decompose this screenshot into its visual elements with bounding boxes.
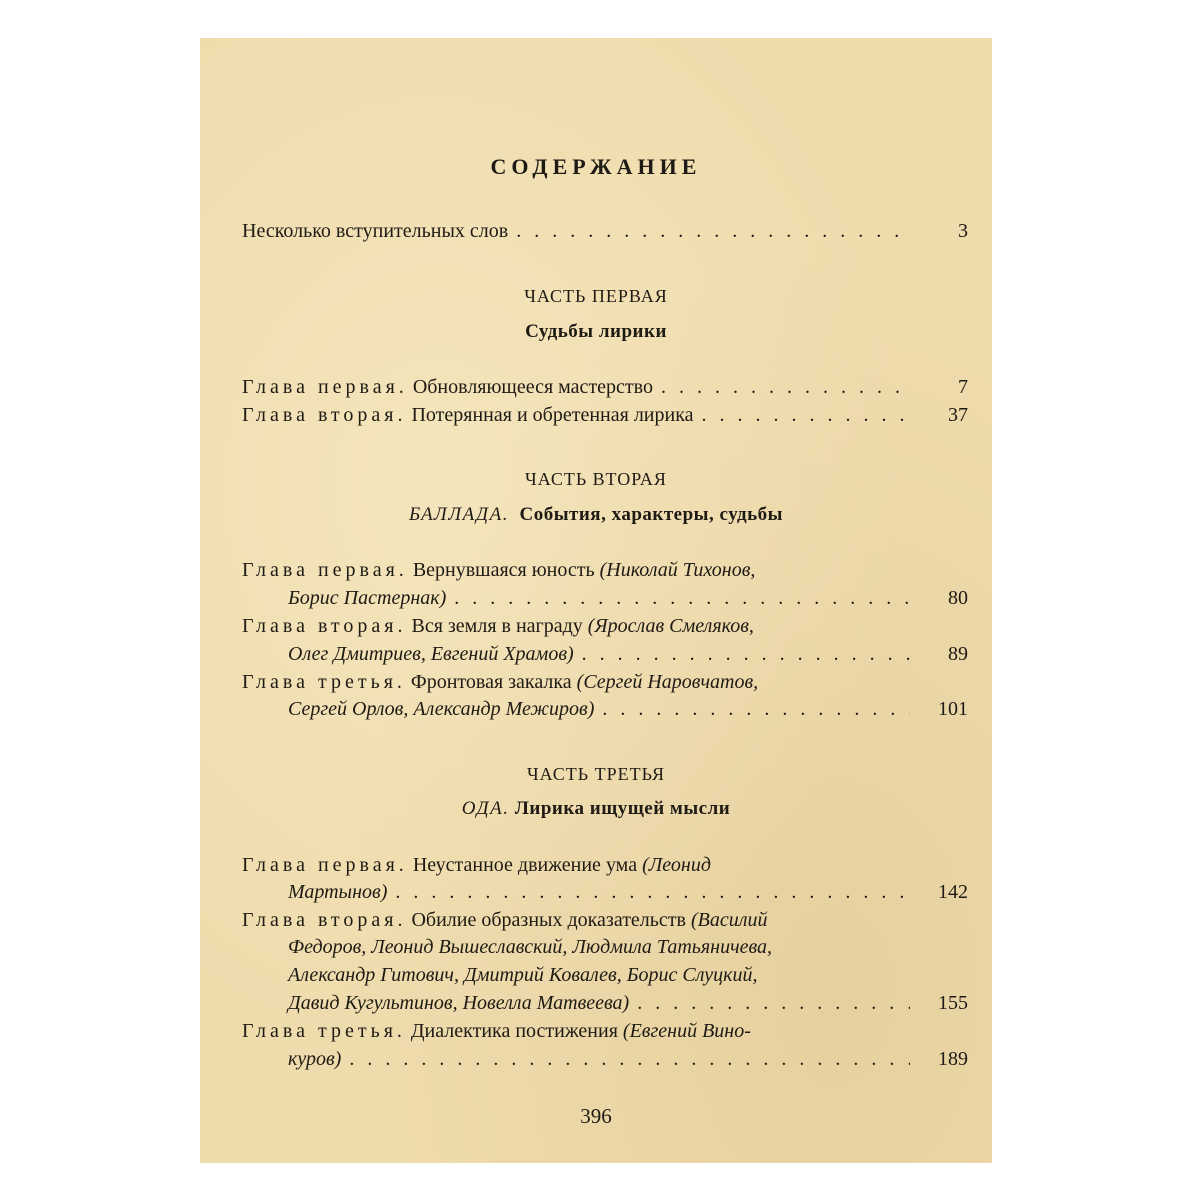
part2-chapter1-line1 [242,559,914,585]
chapter-authors: Борис Пастернак) [288,587,447,609]
leader-dots [454,587,910,610]
chapter-prefix: Глава вторая. [242,615,407,637]
chapter-title: Неустанное движение ума [412,854,638,876]
part3-chapter2-line3 [288,964,914,990]
leader-dots [516,220,910,243]
chapter-title: Диалектика постижения [410,1020,618,1042]
book-page [200,38,992,1163]
part2-chapter2-line2 [288,643,914,669]
leader-dots [637,992,910,1015]
chapter-prefix: Глава первая. [242,559,408,581]
page-number: 396 [580,1104,612,1128]
chapter-authors: Сергей Орлов, Александр Межиров) [288,698,595,720]
chapter-authors: (Николай Тихонов, [599,559,756,581]
part3-title-main: Лирика ищущей мысли [514,798,731,819]
chapter-authors: Александр Гитович, Дмитрий Ковалев, Борис Слуцкий, [288,964,758,986]
chapter-authors: Давид Кугультинов, Новелла Матвеева) [288,992,630,1014]
leader-dots [661,376,910,399]
chapter-authors: Олег Дмитриев, Евгений Храмов) [288,643,574,665]
part3-label: ЧАСТЬ ТРЕТЬЯ [526,764,666,784]
part3-chapter1-page: 142 [938,881,968,903]
leader-dots [349,1048,910,1071]
part2-chapter3-page: 101 [938,698,968,720]
chapter-authors: (Ярослав Смеляков, [587,615,754,637]
chapter-title: Вернувшаяся юность [412,559,595,581]
part2-label: ЧАСТЬ ВТОРАЯ [525,469,667,489]
part1-title: Судьбы лирики [525,321,667,342]
part1-chapter1-page: 7 [958,376,968,398]
chapter-prefix: Глава вторая. [242,404,407,426]
part3-chapter1-line2 [288,881,914,907]
part3-chapter2-line2 [288,936,914,962]
part3-chapter2-line4 [288,992,914,1018]
part3-chapter1-line1 [242,854,914,880]
leader-dots [702,404,911,427]
part2-title-italic: БАЛЛАДА. [408,504,509,525]
chapter-authors: куров) [288,1048,342,1070]
toc-entry-intro [242,220,914,246]
chapter-title: Вся земля в награду [411,615,583,637]
part1-label: ЧАСТЬ ПЕРВАЯ [524,286,668,306]
leader-dots [602,698,910,721]
chapter-authors: (Леонид [642,854,711,876]
intro-title: Несколько вступительных слов [242,220,509,242]
chapter-prefix: Глава третья. [242,671,406,693]
leader-dots [395,881,910,904]
part2-title-main: События, характеры, судьбы [519,504,783,525]
part3-title-italic: ОДА. [461,798,510,819]
part3-title [200,798,992,820]
part2-chapter1-line2 [288,587,914,613]
part2-chapter3-line2 [288,698,914,724]
chapter-authors: (Евгений Вино- [622,1020,751,1042]
part1-chapter2-page: 37 [948,404,968,426]
part3-chapter2-line1 [242,909,914,935]
chapter-prefix: Глава первая. [242,854,408,876]
chapter-authors: (Василий [690,909,768,931]
part2-chapter3-line1 [242,671,914,697]
chapter-prefix: Глава третья. [242,1020,406,1042]
leader-dots [582,643,910,666]
chapter-title: Потерянная и обретенная лирика [411,404,694,426]
part2-chapter2-line1 [242,615,914,641]
chapter-prefix: Глава вторая. [242,909,407,931]
chapter-title: Фронтовая закалка [410,671,572,693]
part1-chapter1 [242,376,914,402]
part3-chapter3-line1 [242,1020,914,1046]
part2-chapter2-page: 89 [948,643,968,665]
intro-page: 3 [958,220,968,242]
part3-chapter3-page: 189 [938,1048,968,1070]
part2-title [200,504,992,526]
chapter-prefix: Глава первая. [242,376,408,398]
chapter-title: Обновляющееся мастерство [412,376,653,398]
part3-chapter3-line2 [288,1048,914,1074]
chapter-title: Обилие образных доказательств [411,909,686,931]
chapter-authors: Федоров, Леонид Вышеславский, Людмила Татьяничева, [288,936,773,958]
part1-chapter2 [242,404,914,430]
part3-chapter2-page: 155 [938,992,968,1014]
chapter-authors: (Сергей Наровчатов, [576,671,759,693]
toc-heading: СОДЕРЖАНИЕ [490,154,702,179]
part2-chapter1-page: 80 [948,587,968,609]
chapter-authors: Мартынов) [288,881,388,903]
